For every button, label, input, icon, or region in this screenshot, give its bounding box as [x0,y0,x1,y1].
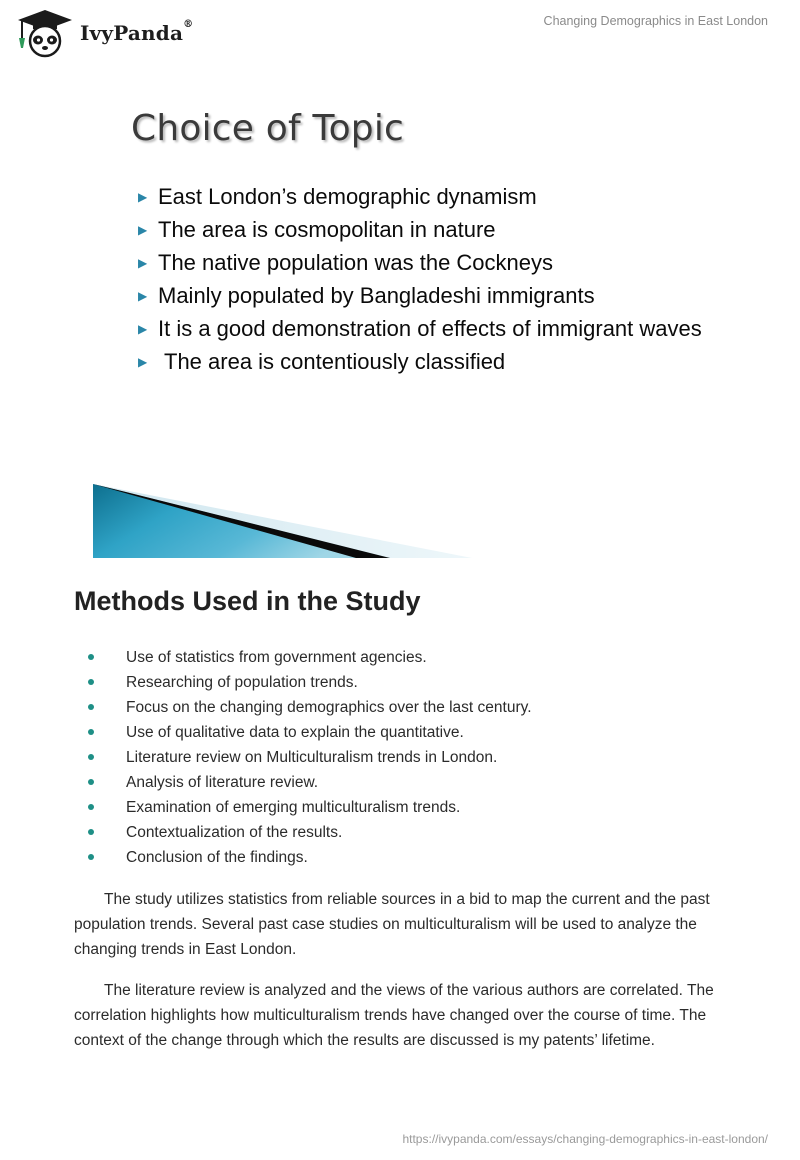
list-item: Use of statistics from government agencies. [88,645,532,670]
list-item: Use of qualitative data to explain the quantitative. [88,720,532,745]
triangle-right-icon: ▶ [138,322,148,336]
slide-bullet-list [138,182,728,380]
brand-name: IvyPanda® [80,19,194,45]
list-item: Analysis of literature review. [88,770,532,795]
brand-logo[interactable] [14,8,193,58]
bullet-dot-icon [88,729,94,735]
paragraph-statistics: The study utilizes statistics from reliable sources in a bid to map the current and the past population trends. Several past case studies on multiculturalism will be used to analyze the changing trends in East London. [74,891,710,958]
bullet-dot-icon [88,654,94,660]
bullet-dot-icon [88,779,94,785]
slide-title: Choice of Topic [131,108,405,149]
document-title: Changing Demographics in East London [543,14,768,28]
list-item: Literature review on Multiculturalism trends in London. [88,745,532,770]
list-item: Focus on the changing demographics over the last century. [88,695,532,720]
slide-bullet: ▶ The native population was the Cockneys [138,248,728,277]
registered-mark: ® [183,19,194,30]
slide-bullet: ▶ It is a good demonstration of effects of immigrant waves [138,314,728,343]
triangle-right-icon: ▶ [138,355,148,369]
slide-image [0,96,800,566]
list-item: Contextualization of the results. [88,820,532,845]
paragraph-literature-review: The literature review is analyzed and the views of the various authors are correlated. The correlation highlights how multiculturalism trends have changed over the course of time. The context of the change through which the results are discussed is my patents’ lifetime. [74,982,714,1049]
triangle-right-icon: ▶ [138,289,148,303]
slide-bullet: ▶ The area is contentiously classified [138,347,728,376]
decorative-wedge [90,482,480,562]
bullet-dot-icon [88,829,94,835]
source-url-link[interactable]: https://ivypanda.com/essays/changing-demographics-in-east-london/ [402,1132,768,1146]
slide-bullet: ▶ The area is cosmopolitan in nature [138,215,728,244]
triangle-right-icon: ▶ [138,256,148,270]
bullet-dot-icon [88,854,94,860]
list-item: Researching of population trends. [88,670,532,695]
list-item: Conclusion of the findings. [88,845,532,870]
bullet-dot-icon [88,704,94,710]
slide-bullet: ▶ East London’s demographic dynamism [138,182,728,211]
slide-bullet: ▶ Mainly populated by Bangladeshi immigrants [138,281,728,310]
bullet-dot-icon [88,804,94,810]
methods-heading: Methods Used in the Study [74,586,421,616]
panda-graduate-icon [14,8,76,58]
methods-list [88,645,532,870]
triangle-right-icon: ▶ [138,190,148,204]
list-item: Examination of emerging multiculturalism trends. [88,795,532,820]
triangle-right-icon: ▶ [138,223,148,237]
bullet-dot-icon [88,754,94,760]
bullet-dot-icon [88,679,94,685]
